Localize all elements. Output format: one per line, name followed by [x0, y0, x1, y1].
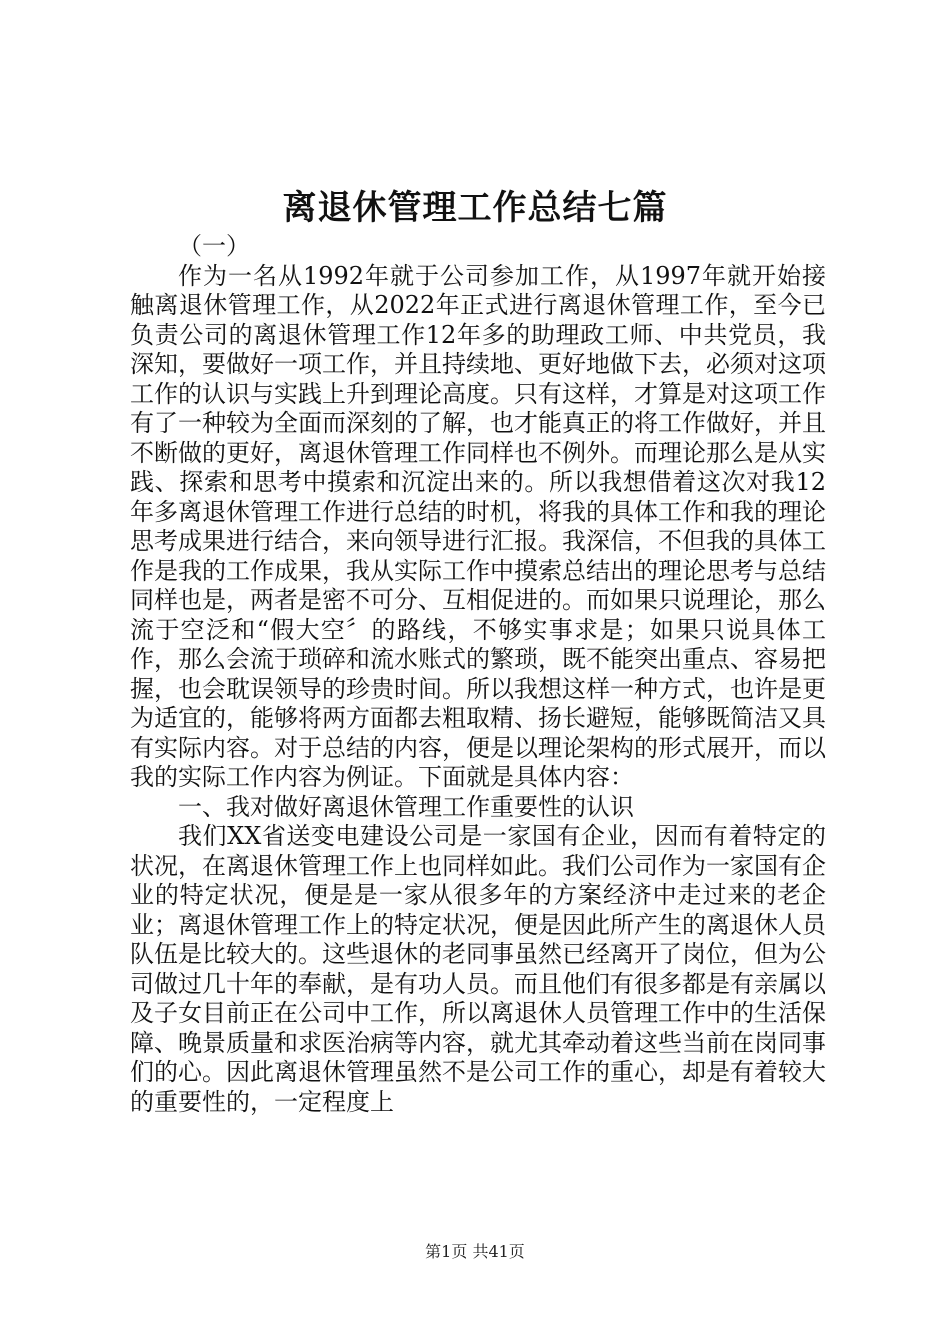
paragraph-section-1: 我们XX省送变电建设公司是一家国有企业，因而有着特定的状况，在离退休管理工作上也同样如此。我们公司作为一家国有企业的特定状况，便是是一家从很多年的方案经济中走过来的老企业；离退休管理工作上的特定状况，便是因此所产生的离退休人员队伍是比较大的。这些退休的老同事虽然已经离开了岗位，但为公司做过几十年的奉献，是有功人员。而且他们有很多都是有亲属以及子女目前正在公司中工作，所以离退休人员管理工作中的生活保障、晚景质量和求医治病等内容，就尤其牵动着这些当前在岗同事们的心。因此离退休管理虽然不是公司工作的重心，却是有着较大的重要性的，一定程度上	[130, 822, 826, 1116]
section-marker: （一）	[178, 232, 250, 260]
section-heading-1: 一、我对做好离退休管理工作重要性的认识	[178, 792, 634, 821]
document-title: 离退休管理工作总结七篇	[282, 188, 668, 228]
page-number-footer: 第1页 共41页	[425, 1242, 525, 1261]
paragraph-intro: 作为一名从1992年就于公司参加工作，从1997年就开始接触离退休管理工作，从2022年正式进行离退休管理工作，至今已负责公司的离退休管理工作12年多的助理政工师、中共党员，我深知，要做好一项工作，并且持续地、更好地做下去，必须对这项工作的认识与实践上升到理论高度。只有这样，才算是对这项工作有了一种较为全面而深刻的了解，也才能真正的将工作做好，并且不断做的更好，离退休管理工作同样也不例外。而理论那么是从实践、探索和思考中摸索和沉淀出来的。所以我想借着这次对我12年多离退休管理工作进行总结的时机，将我的具体工作和我的理论思考成果进行结合，来向领导进行汇报。我深信，不但我的具体工作是我的工作成果，我从实际工作中摸索总结出的理论思考与总结同样也是，两者是密不可分、互相促进的。而如果只说理论，那么流于空泛和“假大空〞的路线，不够实事求是；如果只说具体工作，那么会流于琐碎和流水账式的繁琐，既不能突出重点、容易把握，也会耽误领导的珍贵时间。所以我想这样一种方式，也许是更为适宜的，能够将两方面都去粗取精、扬长避短，能够既简洁又具有实际内容。对于总结的内容，便是以理论架构的形式展开，而以我的实际工作内容为例证。下面就是具体内容：	[130, 261, 826, 791]
document-body	[130, 232, 826, 1117]
